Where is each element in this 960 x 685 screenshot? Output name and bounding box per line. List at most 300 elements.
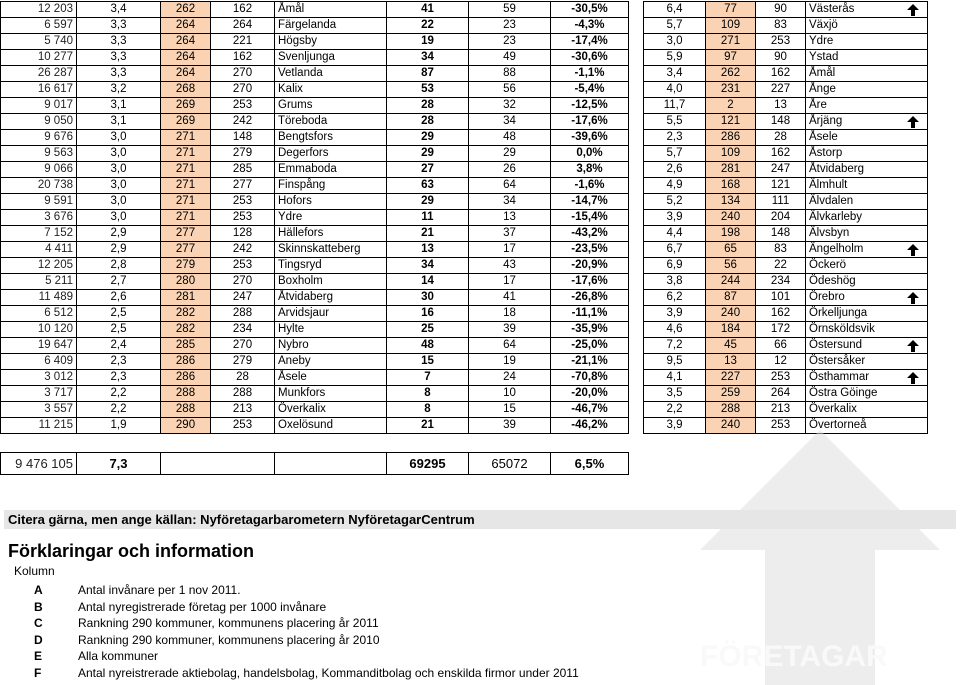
- cell-rank-2010: 213: [211, 402, 275, 418]
- legend-key: F: [34, 665, 42, 680]
- cell-rank-2011: 109: [706, 146, 756, 162]
- cell-rate: 6,4: [644, 2, 706, 18]
- arrow-cell: [900, 226, 928, 242]
- cell-count-2010: 29: [469, 146, 551, 162]
- table-row: [644, 258, 928, 274]
- cell-rate: 2,7: [77, 274, 161, 290]
- cell-rank-2010: 253: [756, 34, 806, 50]
- cell-change: -35,9%: [551, 322, 629, 338]
- cell-rank-2010: 270: [211, 274, 275, 290]
- cell-rank-2010: 66: [756, 338, 806, 354]
- table-row: [644, 114, 928, 130]
- cell-municipality: Hylte: [275, 322, 387, 338]
- arrow-cell: [900, 258, 928, 274]
- cell-population: 16 617: [1, 82, 77, 98]
- table-row: [644, 194, 928, 210]
- legend-key: A: [34, 583, 43, 597]
- cell-rate: 3,0: [77, 146, 161, 162]
- cell-count-2011: 8: [387, 386, 469, 402]
- cell-municipality: Östra Göinge: [806, 386, 900, 402]
- total-empty: [161, 453, 275, 475]
- cell-population: 9 050: [1, 114, 77, 130]
- cell-rank-2011: 264: [161, 18, 211, 34]
- cell-rank-2011: 271: [161, 130, 211, 146]
- cell-count-2010: 26: [469, 162, 551, 178]
- table-row: [644, 402, 928, 418]
- cell-municipality: Svenljunga: [275, 50, 387, 66]
- arrow-cell: [900, 386, 928, 402]
- cell-count-2011: 34: [387, 258, 469, 274]
- cell-change: -15,4%: [551, 210, 629, 226]
- cell-municipality: Åsele: [275, 370, 387, 386]
- cell-count-2010: 64: [469, 338, 551, 354]
- cell-rank-2010: 242: [211, 114, 275, 130]
- table-row: [1, 114, 629, 130]
- cell-rank-2010: 172: [756, 322, 806, 338]
- arrow-cell: [900, 66, 928, 82]
- cell-rate: 2,2: [77, 386, 161, 402]
- cell-rate: 2,3: [644, 130, 706, 146]
- cell-count-2010: 49: [469, 50, 551, 66]
- cell-municipality: Hällefors: [275, 226, 387, 242]
- cell-rate: 3,0: [77, 162, 161, 178]
- cell-municipality: Åstorp: [806, 146, 900, 162]
- table-row: [1, 146, 629, 162]
- cell-rank-2011: 65: [706, 242, 756, 258]
- table-row: [644, 2, 928, 18]
- cell-municipality: Grums: [275, 98, 387, 114]
- total-population: 9 476 105: [1, 453, 77, 475]
- cell-rate: 5,9: [644, 50, 706, 66]
- cell-municipality: Östhammar: [806, 370, 900, 386]
- cell-change: -17,6%: [551, 114, 629, 130]
- cell-rank-2010: 253: [756, 370, 806, 386]
- cell-rank-2010: 213: [756, 402, 806, 418]
- cell-count-2010: 43: [469, 258, 551, 274]
- cell-rank-2011: 240: [706, 306, 756, 322]
- table-row: [644, 274, 928, 290]
- cell-municipality: Boxholm: [275, 274, 387, 290]
- table-row: [1, 258, 629, 274]
- cell-rate: 2,4: [77, 338, 161, 354]
- right-ranking-table: [643, 1, 928, 434]
- cell-count-2011: 25: [387, 322, 469, 338]
- cell-change: -30,5%: [551, 2, 629, 18]
- table-row: [1, 82, 629, 98]
- cell-rank-2011: 269: [161, 98, 211, 114]
- arrow-cell: [900, 402, 928, 418]
- cell-rank-2011: 264: [161, 50, 211, 66]
- cell-rank-2011: 288: [706, 402, 756, 418]
- legend-key: D: [34, 632, 43, 647]
- cell-count-2011: 21: [387, 226, 469, 242]
- cell-rate: 4,1: [644, 370, 706, 386]
- cell-municipality: Munkfors: [275, 386, 387, 402]
- cell-rank-2011: 288: [161, 386, 211, 402]
- up-arrow-icon: [900, 2, 928, 18]
- table-row: [1, 66, 629, 82]
- table-row: [1, 18, 629, 34]
- table-row: [644, 18, 928, 34]
- cell-municipality: Bengtsfors: [275, 130, 387, 146]
- cell-rank-2010: 288: [211, 386, 275, 402]
- total-empty: [275, 453, 387, 475]
- cell-rank-2011: 198: [706, 226, 756, 242]
- cell-count-2011: 28: [387, 114, 469, 130]
- total-count-2010: 65072: [469, 453, 551, 475]
- cell-municipality: Åre: [806, 98, 900, 114]
- cell-change: -30,6%: [551, 50, 629, 66]
- cell-rank-2010: 162: [756, 66, 806, 82]
- cell-rank-2011: 262: [161, 2, 211, 18]
- arrow-cell: [900, 130, 928, 146]
- cell-rate: 2,3: [77, 354, 161, 370]
- cell-rank-2010: 148: [756, 114, 806, 130]
- cell-count-2011: 41: [387, 2, 469, 18]
- cell-count-2010: 48: [469, 130, 551, 146]
- table-row: [644, 178, 928, 194]
- cell-rank-2011: 77: [706, 2, 756, 18]
- cell-population: 6 409: [1, 354, 77, 370]
- cell-municipality: Töreboda: [275, 114, 387, 130]
- table-row: [644, 82, 928, 98]
- cell-count-2010: 56: [469, 82, 551, 98]
- legend-text: Antal invånare per 1 nov 2011.: [78, 583, 241, 597]
- cell-rank-2011: 134: [706, 194, 756, 210]
- cell-rank-2011: 285: [161, 338, 211, 354]
- cell-rank-2011: 280: [161, 274, 211, 290]
- cell-rank-2011: 264: [161, 66, 211, 82]
- cell-rank-2010: 162: [756, 306, 806, 322]
- cell-rank-2011: 259: [706, 386, 756, 402]
- cell-municipality: Finspång: [275, 178, 387, 194]
- cell-change: -20,9%: [551, 258, 629, 274]
- cell-municipality: Älmhult: [806, 178, 900, 194]
- cell-count-2011: 8: [387, 402, 469, 418]
- arrow-cell: [900, 354, 928, 370]
- cell-rank-2011: 271: [161, 194, 211, 210]
- cell-rate: 6,2: [644, 290, 706, 306]
- table-row: [1, 338, 629, 354]
- table-row: [1, 354, 629, 370]
- table-row: [644, 354, 928, 370]
- cell-municipality: Västerås: [806, 2, 900, 18]
- cell-count-2011: 27: [387, 162, 469, 178]
- cell-count-2010: 34: [469, 194, 551, 210]
- cell-change: -23,5%: [551, 242, 629, 258]
- cell-count-2011: 21: [387, 418, 469, 434]
- table-row: [1, 274, 629, 290]
- cell-count-2010: 32: [469, 98, 551, 114]
- cell-population: 3 676: [1, 210, 77, 226]
- cell-rank-2010: 162: [756, 146, 806, 162]
- cell-population: 10 277: [1, 50, 77, 66]
- table-row: [644, 370, 928, 386]
- cell-count-2010: 88: [469, 66, 551, 82]
- table-row: [1, 306, 629, 322]
- cell-population: 10 120: [1, 322, 77, 338]
- cell-municipality: Östersåker: [806, 354, 900, 370]
- cell-population: 11 215: [1, 418, 77, 434]
- table-row: [644, 130, 928, 146]
- cell-count-2011: 7: [387, 370, 469, 386]
- cell-population: 9 066: [1, 162, 77, 178]
- cell-rank-2011: 279: [161, 258, 211, 274]
- cell-rank-2011: 286: [161, 370, 211, 386]
- cell-count-2011: 53: [387, 82, 469, 98]
- cell-change: -39,6%: [551, 130, 629, 146]
- cell-population: 7 152: [1, 226, 77, 242]
- cell-rank-2011: 244: [706, 274, 756, 290]
- arrow-cell: [900, 306, 928, 322]
- cell-municipality: Färgelanda: [275, 18, 387, 34]
- cell-municipality: Tingsryd: [275, 258, 387, 274]
- table-row: [644, 66, 928, 82]
- cell-municipality: Öckerö: [806, 258, 900, 274]
- cell-rank-2011: 282: [161, 306, 211, 322]
- cell-rate: 4,4: [644, 226, 706, 242]
- cell-rate: 4,9: [644, 178, 706, 194]
- cell-rank-2010: 253: [211, 418, 275, 434]
- table-row: [1, 290, 629, 306]
- cell-count-2010: 39: [469, 322, 551, 338]
- cell-rate: 6,7: [644, 242, 706, 258]
- legend-key: B: [34, 599, 43, 614]
- cell-rate: 3,3: [77, 50, 161, 66]
- cell-count-2011: 48: [387, 338, 469, 354]
- cell-rate: 4,0: [644, 82, 706, 98]
- cell-rank-2010: 270: [211, 66, 275, 82]
- cell-municipality: Överkalix: [275, 402, 387, 418]
- table-row: [1, 178, 629, 194]
- total-count-2011: 69295: [387, 453, 469, 475]
- cell-change: -1,6%: [551, 178, 629, 194]
- cell-rate: 5,2: [644, 194, 706, 210]
- table-row: [644, 210, 928, 226]
- cell-rank-2011: 121: [706, 114, 756, 130]
- table-row: [644, 162, 928, 178]
- cell-rank-2011: 184: [706, 322, 756, 338]
- cell-count-2010: 59: [469, 2, 551, 18]
- cell-rank-2011: 277: [161, 226, 211, 242]
- cell-rank-2010: 279: [211, 146, 275, 162]
- cell-rate: 2,5: [77, 306, 161, 322]
- cell-rank-2010: 253: [211, 210, 275, 226]
- arrow-cell: [900, 274, 928, 290]
- cell-rate: 3,9: [644, 210, 706, 226]
- cell-rank-2010: 270: [211, 338, 275, 354]
- cell-rate: 3,3: [77, 66, 161, 82]
- cell-rank-2010: 90: [756, 2, 806, 18]
- cell-rank-2011: 168: [706, 178, 756, 194]
- watermark-logo: [690, 430, 950, 685]
- up-arrow-icon: [900, 370, 928, 386]
- cell-rank-2011: 271: [161, 178, 211, 194]
- cell-municipality: Överkalix: [806, 402, 900, 418]
- cell-rank-2010: 264: [211, 18, 275, 34]
- arrow-cell: [900, 146, 928, 162]
- cell-population: 6 512: [1, 306, 77, 322]
- cell-rank-2010: 277: [211, 178, 275, 194]
- cell-population: 9 591: [1, 194, 77, 210]
- cell-rank-2010: 128: [211, 226, 275, 242]
- cell-municipality: Åmål: [806, 66, 900, 82]
- cell-count-2010: 37: [469, 226, 551, 242]
- cell-change: -1,1%: [551, 66, 629, 82]
- table-row: [1, 130, 629, 146]
- cell-rate: 2,6: [644, 162, 706, 178]
- cell-count-2011: 29: [387, 146, 469, 162]
- arrow-cell: [900, 210, 928, 226]
- cell-municipality: Växjö: [806, 18, 900, 34]
- cell-rate: 2,8: [77, 258, 161, 274]
- cell-rank-2011: 281: [161, 290, 211, 306]
- legend-key: C: [34, 616, 43, 630]
- cell-rank-2010: 285: [211, 162, 275, 178]
- cell-change: -21,1%: [551, 354, 629, 370]
- cell-count-2010: 64: [469, 178, 551, 194]
- cell-rank-2010: 12: [756, 354, 806, 370]
- cell-count-2011: 28: [387, 98, 469, 114]
- cell-municipality: Ystad: [806, 50, 900, 66]
- legend-text: Rankning 290 kommuner, kommunens placering år 2010: [78, 632, 380, 647]
- table-row: [644, 290, 928, 306]
- cell-population: 9 676: [1, 130, 77, 146]
- cell-rank-2010: 148: [756, 226, 806, 242]
- cell-rate: 3,9: [644, 306, 706, 322]
- cell-count-2011: 63: [387, 178, 469, 194]
- table-row: [1, 322, 629, 338]
- up-arrow-icon: [900, 242, 928, 258]
- cell-count-2010: 17: [469, 242, 551, 258]
- cell-rank-2011: 264: [161, 34, 211, 50]
- table-row: [1, 210, 629, 226]
- cell-rank-2011: 97: [706, 50, 756, 66]
- cell-rank-2011: 56: [706, 258, 756, 274]
- cell-population: 20 738: [1, 178, 77, 194]
- cell-rate: 3,3: [77, 34, 161, 50]
- cell-rank-2011: 271: [706, 34, 756, 50]
- cell-rank-2010: 279: [211, 354, 275, 370]
- cell-rank-2011: 290: [161, 418, 211, 434]
- cell-municipality: Degerfors: [275, 146, 387, 162]
- left-ranking-table: [0, 1, 629, 434]
- total-row: [1, 453, 629, 475]
- cell-change: -17,6%: [551, 274, 629, 290]
- cell-rate: 4,6: [644, 322, 706, 338]
- cell-rank-2010: 83: [756, 242, 806, 258]
- cell-rate: 2,2: [77, 402, 161, 418]
- cell-municipality: Åtvidaberg: [806, 162, 900, 178]
- cell-municipality: Emmaboda: [275, 162, 387, 178]
- cell-rank-2011: 277: [161, 242, 211, 258]
- cell-municipality: Oxelösund: [275, 418, 387, 434]
- cell-rate: 3,0: [77, 130, 161, 146]
- cell-rate: 5,7: [644, 18, 706, 34]
- cell-rank-2010: 162: [211, 2, 275, 18]
- cell-rate: 3,1: [77, 114, 161, 130]
- table-row: [644, 98, 928, 114]
- arrow-cell: [900, 194, 928, 210]
- cell-count-2011: 34: [387, 50, 469, 66]
- cell-count-2010: 39: [469, 418, 551, 434]
- cell-municipality: Åsele: [806, 130, 900, 146]
- cell-rank-2011: 262: [706, 66, 756, 82]
- cell-rank-2011: 286: [706, 130, 756, 146]
- table-row: [644, 50, 928, 66]
- cell-rate: 11,7: [644, 98, 706, 114]
- table-row: [1, 194, 629, 210]
- cell-rate: 3,0: [77, 194, 161, 210]
- table-row: [1, 34, 629, 50]
- arrow-cell: [900, 178, 928, 194]
- legend-text: Rankning 290 kommuner, kommunens placering år 2011: [78, 616, 379, 630]
- table-row: [1, 370, 629, 386]
- cell-rate: 3,4: [644, 66, 706, 82]
- cell-municipality: Ånge: [806, 82, 900, 98]
- table-row: [644, 242, 928, 258]
- cell-change: -20,0%: [551, 386, 629, 402]
- cell-population: 3 557: [1, 402, 77, 418]
- cell-population: 9 563: [1, 146, 77, 162]
- cell-rank-2010: 83: [756, 18, 806, 34]
- cell-rank-2011: 271: [161, 210, 211, 226]
- cell-count-2011: 16: [387, 306, 469, 322]
- cell-change: -17,4%: [551, 34, 629, 50]
- cell-rate: 5,5: [644, 114, 706, 130]
- legend-item: [34, 582, 579, 599]
- cell-municipality: Östersund: [806, 338, 900, 354]
- cell-rank-2011: 231: [706, 82, 756, 98]
- cell-count-2010: 15: [469, 402, 551, 418]
- cell-rank-2010: 148: [211, 130, 275, 146]
- cell-count-2010: 23: [469, 18, 551, 34]
- cell-population: 11 489: [1, 290, 77, 306]
- cell-change: -46,2%: [551, 418, 629, 434]
- cell-population: 12 203: [1, 2, 77, 18]
- cell-rank-2011: 227: [706, 370, 756, 386]
- table-row: [1, 402, 629, 418]
- arrow-cell: [900, 162, 928, 178]
- cell-rank-2011: 2: [706, 98, 756, 114]
- cell-count-2010: 24: [469, 370, 551, 386]
- cell-population: 12 205: [1, 258, 77, 274]
- cell-municipality: Högsby: [275, 34, 387, 50]
- cell-rank-2011: 240: [706, 210, 756, 226]
- cell-count-2011: 14: [387, 274, 469, 290]
- up-arrow-icon: [900, 338, 928, 354]
- cell-municipality: Vetlanda: [275, 66, 387, 82]
- table-row: [1, 162, 629, 178]
- cell-change: 3,8%: [551, 162, 629, 178]
- cell-change: -26,8%: [551, 290, 629, 306]
- cell-rank-2010: 253: [211, 194, 275, 210]
- up-arrow-icon: [900, 114, 928, 130]
- cell-rank-2010: 121: [756, 178, 806, 194]
- cell-count-2010: 23: [469, 34, 551, 50]
- cell-change: -11,1%: [551, 306, 629, 322]
- cell-rank-2010: 28: [211, 370, 275, 386]
- cell-rate: 6,9: [644, 258, 706, 274]
- legend-item: [34, 599, 579, 616]
- cell-count-2011: 22: [387, 18, 469, 34]
- cell-rank-2010: 247: [211, 290, 275, 306]
- kolumn-label: Kolumn: [14, 564, 55, 578]
- cell-change: -25,0%: [551, 338, 629, 354]
- cell-count-2011: 29: [387, 130, 469, 146]
- cell-rank-2010: 270: [211, 82, 275, 98]
- cell-change: -4,3%: [551, 18, 629, 34]
